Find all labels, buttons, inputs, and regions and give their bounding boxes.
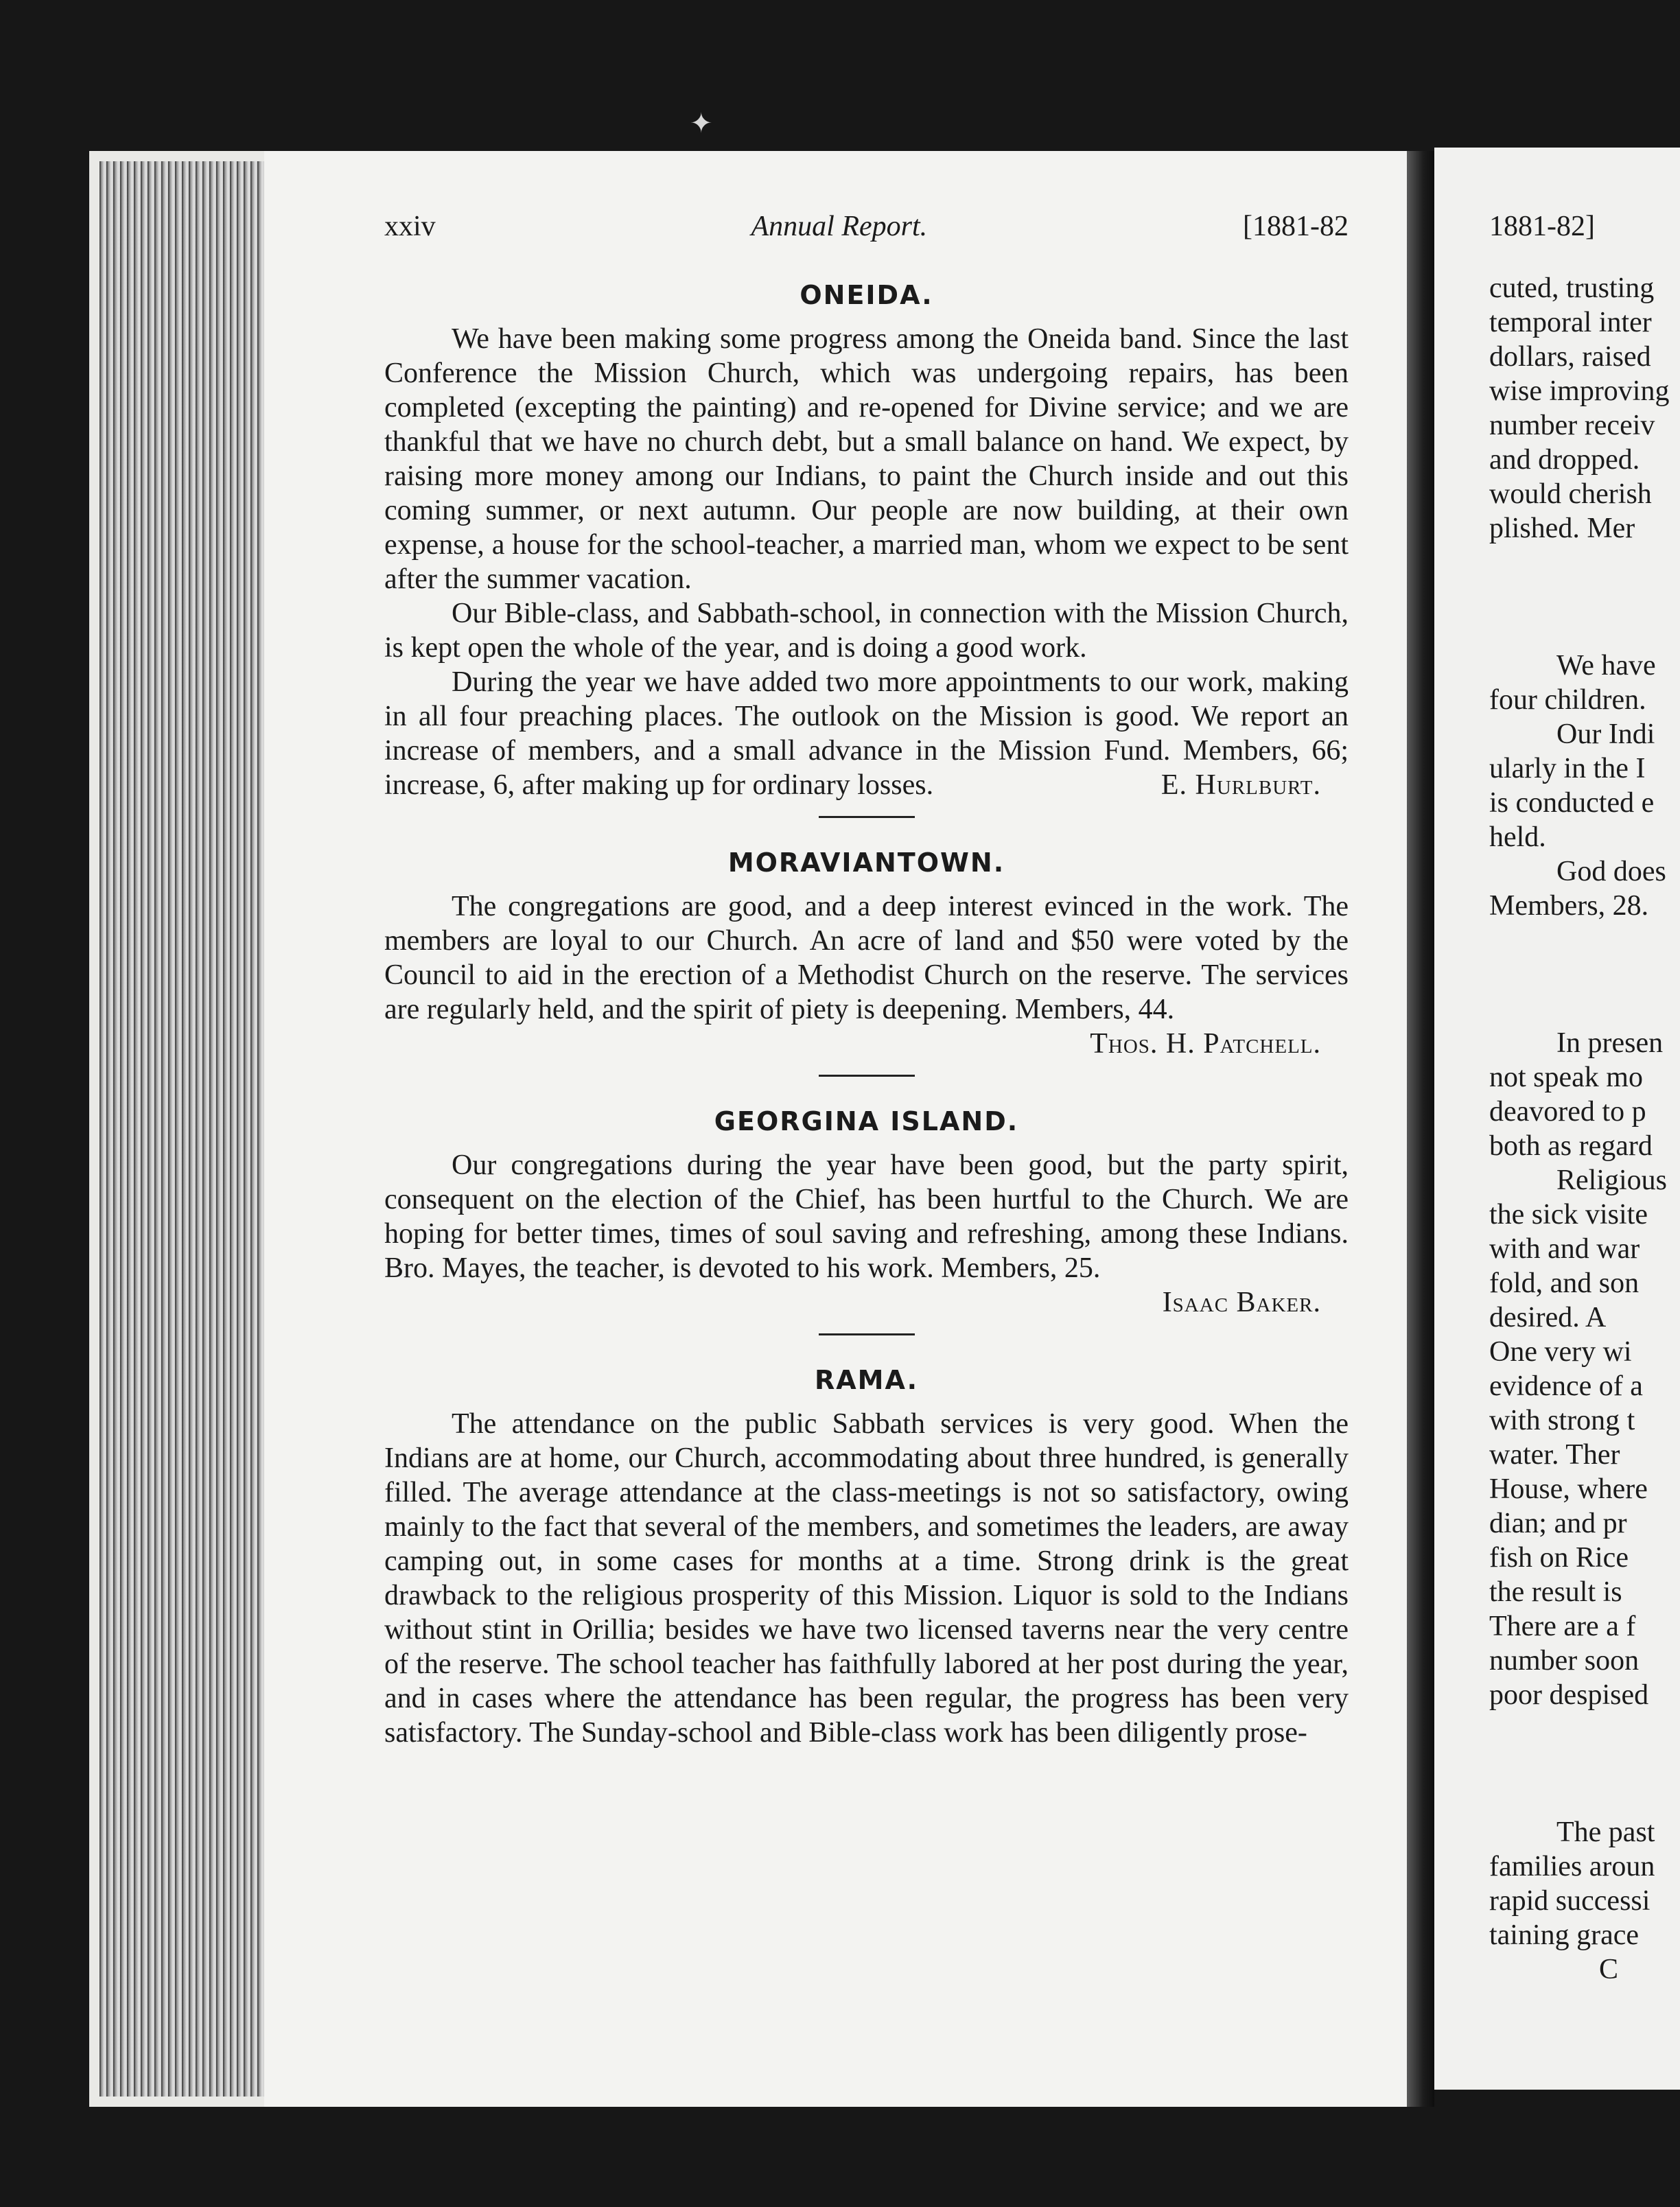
- right-line: taining grace: [1489, 1919, 1640, 1951]
- right-line: held.: [1489, 821, 1546, 853]
- paragraph-text: The congregations are good, and a deep interest evinced in the work. The members are loyal to our Church. An acre of land and $50 were voted by the Council to aid in the erection of a Methodist Church on the reserve. The services are regularly held, and the spirit of piety is deepening. Members, 44.: [384, 891, 1349, 1025]
- right-line: In presen: [1556, 1027, 1664, 1059]
- right-line: fold, and son: [1489, 1268, 1640, 1299]
- right-page-year: 1881-82]: [1489, 211, 1595, 242]
- right-block-c: [1489, 1026, 1680, 1712]
- right-page-text: [1489, 209, 1680, 1987]
- section-divider: [819, 1333, 915, 1335]
- right-line: water. Ther: [1489, 1439, 1620, 1471]
- running-head: [384, 209, 1349, 250]
- paragraph: [384, 665, 1349, 802]
- right-line: families aroun: [1489, 1851, 1655, 1882]
- right-line: is conducted e: [1489, 787, 1655, 819]
- right-line: both as regard: [1489, 1130, 1653, 1162]
- right-line: number soon: [1489, 1645, 1640, 1677]
- paragraph: We have been making some progress among the Oneida band. Since the last Conference the Mission Church, which was undergoing repairs, has been completed (excepting the painting) and re-opened for Divine service; and we are thankful that we have no church debt, but a small balance on hand. We expect, by raising more money among our Indians, to paint the Church inside and out this coming summer, or next autumn. Our people are now building, at their own expense, a house for the school-teacher, a married man, whom we expect to be sent after the summer vacation.: [384, 323, 1349, 595]
- right-line: deavored to p: [1489, 1096, 1646, 1128]
- section-moraviantown: [384, 845, 1349, 1061]
- right-line: House, where: [1489, 1473, 1648, 1505]
- section-georgina-island: [384, 1104, 1349, 1320]
- right-line: We have: [1556, 650, 1656, 681]
- right-line: dian; and pr: [1489, 1508, 1627, 1539]
- running-year: [1881-82: [1243, 211, 1349, 242]
- section-rama: [384, 1363, 1349, 1750]
- right-line: Religious: [1556, 1165, 1668, 1196]
- right-line: would cherish: [1489, 478, 1652, 510]
- right-line: four children.: [1489, 684, 1646, 716]
- right-line: rapid successi: [1489, 1885, 1650, 1917]
- right-line: Members, 28.: [1489, 890, 1649, 922]
- paragraph-text: Our congregations during the year have been good, but the party spirit, consequent on the election of the Chief, has been hurtful to the Church. We are hoping for better times, times of soul saving and refreshing, among these Indians. Bro. Mayes, the teacher, is devoted to his work. Members, 25.: [384, 1149, 1349, 1284]
- right-line: the result is: [1489, 1576, 1622, 1608]
- section-title: RAMA.: [814, 1365, 919, 1395]
- paragraph: [384, 1148, 1349, 1318]
- section-title: MORAVIANTOWN.: [727, 848, 1005, 878]
- right-line: number receiv: [1489, 410, 1655, 441]
- right-line: and dropped.: [1489, 444, 1640, 476]
- right-line: plished. Mer: [1489, 513, 1635, 544]
- signature: E. Hurlburt.: [1160, 769, 1321, 801]
- section-title: ONEIDA.: [800, 280, 933, 310]
- scan-artifact: ✦: [690, 108, 713, 139]
- section-title: GEORGINA ISLAND.: [714, 1106, 1019, 1136]
- right-line: Our Indi: [1556, 719, 1655, 750]
- book-gutter: [1407, 151, 1434, 2107]
- running-title: Annual Report.: [751, 211, 928, 242]
- paragraph: Our Bible-class, and Sabbath-school, in connection with the Mission Church, is kept open the whole of the year, and is doing a good work.: [384, 598, 1349, 664]
- right-line: One very wi: [1489, 1336, 1632, 1368]
- right-block-d: [1489, 1815, 1680, 1987]
- section-divider: [819, 1075, 915, 1077]
- right-line: ularly in the I: [1489, 753, 1646, 784]
- paragraph: [384, 889, 1349, 1060]
- right-line: with strong t: [1489, 1405, 1635, 1436]
- right-line: not speak mo: [1489, 1062, 1643, 1093]
- right-line: There are a f: [1489, 1611, 1636, 1642]
- right-page: [1434, 148, 1680, 2090]
- page-number: xxiv: [384, 211, 436, 242]
- right-line: the sick visite: [1489, 1199, 1648, 1230]
- section-oneida: [384, 278, 1349, 802]
- right-line: desired. A: [1489, 1302, 1607, 1333]
- right-line: with and war: [1489, 1233, 1640, 1265]
- paragraph: The attendance on the public Sabbath services is very good. When the Indians are at home, our Church, accommodating about three hundred, is generally filled. The average attendance at the class-meetings is not so satisfactory, owing mainly to the fact that several of the members, and sometimes the leaders, are away camping out, in some cases for months at a time. Strong drink is the great drawback to the religious prosperity of this Mission. Liquor is sold to the Indians without stint in Orillia; besides we have two licensed taverns near the very centre of the reserve. The school teacher has faithfully labored at her post during the year, and in cases where the attendance has been regular, the progress has been very satisfactory. The Sunday-school and Bible-class work has been diligently prose-: [384, 1408, 1349, 1749]
- right-line: wise improving: [1489, 375, 1670, 407]
- right-line: evidence of a: [1489, 1370, 1643, 1402]
- signature: Thos. H. Patchell.: [1090, 1028, 1321, 1060]
- signature-mark: C: [1599, 1954, 1619, 1985]
- right-line: dollars, raised: [1489, 341, 1651, 373]
- right-line: cuted, trusting: [1489, 272, 1655, 304]
- right-block-b: [1489, 649, 1680, 923]
- page-edges: [100, 161, 264, 2097]
- paragraph-text: During the year we have added two more appointments to our work, making in all four preaching places. The outlook on the Mission is good. We report an increase of members, and a small advance in the Mission Fund. Members, 66; increase, 6, after making up for ordinary losses.: [384, 666, 1349, 801]
- right-line: temporal inter: [1489, 307, 1652, 338]
- left-page-text: [384, 209, 1349, 1750]
- right-line: poor despised: [1489, 1679, 1649, 1711]
- right-line: The past: [1556, 1817, 1655, 1848]
- right-block-a: [1489, 271, 1680, 546]
- section-divider: [819, 816, 915, 818]
- right-line: fish on Rice: [1489, 1542, 1629, 1574]
- signature: Isaac Baker.: [1162, 1287, 1321, 1318]
- right-line: God does: [1556, 856, 1666, 887]
